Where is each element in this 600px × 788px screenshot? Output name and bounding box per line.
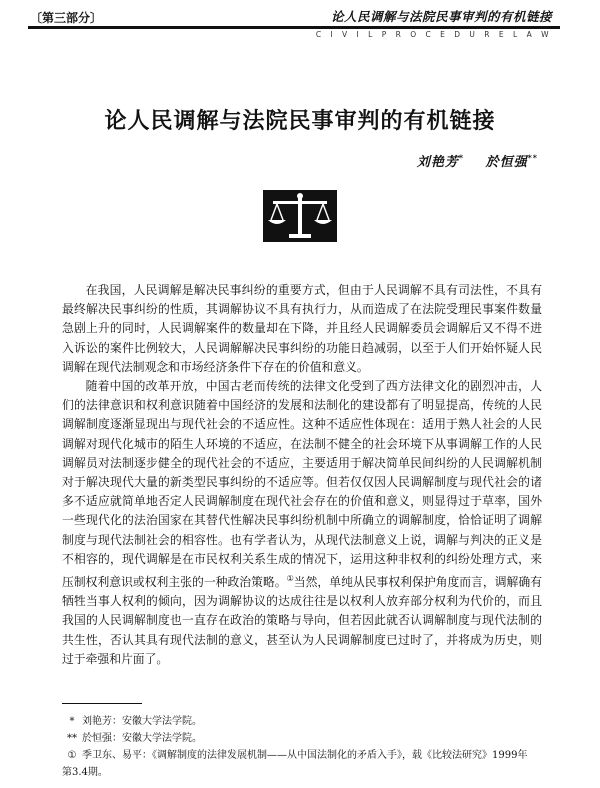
author-mark: * — [458, 152, 465, 163]
footnote-text: 第3.4期。 — [62, 767, 108, 778]
footnote — [62, 713, 542, 730]
justice-scale-icon — [263, 190, 337, 242]
article-title: 论人民调解与法院民事审判的有机链接 — [104, 109, 496, 134]
footnote-text: 季卫东、易平：《调解制度的法律发展机制——从中国法制化的矛盾入手》，载《比较法研究》1999年 — [82, 750, 528, 761]
paragraph: 在我国，人民调解是解决民事纠纷的重要方式，但由于人民调解不具有司法性，不具有最终解决民事纠纷的性质，其调解协议不具有执行力，从而造成了在法院受理民事案件数量急剧上升的同时，人民调解案件的数量却在下降，并且经人民调解委员会调解后又不得不进入诉讼的案件比例较大，人民调解解决民事纠纷的功能日趋减弱，以至于人们开始怀疑人民调解在现代法制观念和市场经济条件下存在的价值和意义。 — [62, 283, 542, 374]
author-line — [401, 151, 538, 170]
header-rule — [28, 26, 560, 29]
footnote-text: 於恒强：安徽大学法学院。 — [82, 733, 202, 744]
author-name: 於恒强 — [485, 155, 528, 170]
footnote — [62, 764, 542, 781]
paragraph-text: 随着中国的改革开放，中国古老而传统的法律文化受到了西方法律文化的剧烈冲击，人们的法律意识和权利意识随着中国经济的发展和法制化的建设都有了明显提高，传统的人民调解制度逐渐显现出与现代社会的不适应性。这种不适应性体现在：适用于熟人社会的人民调解对现代化城市的陌生人环境的不适应，在法制不健全的社会环境下从事调解工作的人民调解员对法制逐步健全的现代社会的不适应，主要适用于解决简单民间纠纷的人民调解机制对于解决现代大量的新类型民事纠纷的不适应等。但若仅仅因人民调解制度与现代社会的诸多不适应就简单地否定人民调解制度在现代社会存在的价值和意义，则显得过于草率，国外一些现代化的法治国家在其替代性解决民事纠纷机制中所确立的调解制度，恰恰证明了调解制度与现代法制社会的相容性。也有学者认为，从现代法制意义上说，调解与判决的正义是不相容的，现代调解是在市民权利关系生成的情况下，运用这种非权利的纠纷处理方式，来压制权利意识或权利主张的一种政治策略。 — [62, 379, 542, 589]
footnote-text: 刘艳芳：安徽大学法学院。 — [82, 716, 202, 727]
section-label: 〔第三部分〕 — [30, 11, 103, 25]
paragraph-text: 当然，单纯从民事权利保护角度而言，调解确有牺牲当事人权利的倾向，因为调解协议的达成往往是以权利人放弃部分权利为代价的，而且我国的人民调解制度也一直存在政治的策略与导向，但若因此就否认调解制度与现代法制的共生性，否认其具有现代法制的意义，甚至认为人民调解制度已过时了，并将成为历史，则过于牵强和片面了。 — [62, 574, 542, 666]
author-name: 刘艳芳 — [416, 155, 459, 170]
footnote — [62, 730, 542, 747]
paragraph — [62, 377, 542, 669]
author-mark: ** — [527, 152, 538, 163]
footnote-mark: * — [69, 716, 75, 727]
running-title: 论人民调解与法院民事审判的有机链接 — [330, 9, 552, 24]
footnote-ref[interactable]: ① — [286, 574, 294, 584]
article-body — [62, 281, 542, 669]
footnote-rule — [62, 703, 142, 704]
footnote — [62, 747, 542, 764]
footnotes — [62, 713, 542, 781]
footnote-mark: ** — [67, 733, 77, 744]
footnote-mark: ① — [67, 750, 77, 761]
header-subtitle: C I V I L P R O C E D U R E L A W — [315, 30, 552, 39]
